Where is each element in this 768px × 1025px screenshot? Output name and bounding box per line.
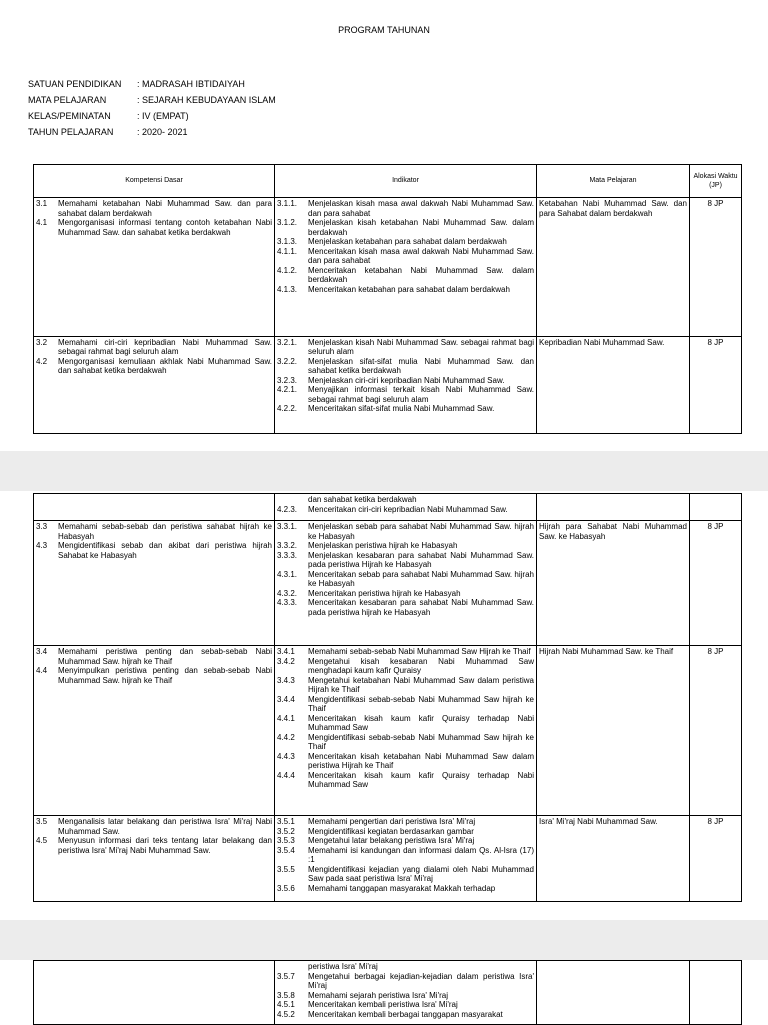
list-item — [277, 495, 534, 505]
list-item — [36, 338, 272, 357]
item-text: Mengetahui ketabahan Nabi Muhammad Saw dalam peristiwa Hijrah ke Thaif — [308, 675, 534, 694]
kompetensi-dasar-cell — [34, 646, 275, 816]
item-text: Mengorganisasi informasi tentang contoh ketabahan Nabi Muhammad Saw. dan sahabat ketika berdakwah — [58, 218, 272, 237]
item-text: Mengetahui berbagai kejadian-kejadian dalam peristiwa Isra' Mi'raj — [308, 971, 534, 990]
item-number: 3.5.2 — [277, 826, 295, 836]
list-item — [277, 199, 534, 218]
list-item — [277, 376, 534, 386]
item-number: 4.1 — [36, 218, 48, 227]
alokasi-waktu-cell: 8 JP — [690, 646, 742, 816]
list-item — [277, 551, 534, 570]
alokasi-waktu-cell: 8 JP — [690, 336, 742, 433]
item-text: Menjelaskan ciri-ciri kepribadian Nabi Muhammad Saw. — [308, 375, 505, 385]
item-text: Menceritakan kisah masa awal dakwah Nabi Muhammad Saw. dan para sahabat — [308, 246, 534, 265]
item-text: Menjelaskan kisah masa awal dakwah Nabi Muhammad Saw. dan para sahabat — [308, 199, 534, 218]
item-number: 3.5.6 — [277, 883, 295, 893]
item-number: 4.3.3. — [277, 598, 298, 607]
meta-row-kelas: KELAS/PEMINATAN : IV (EMPAT) — [28, 111, 189, 121]
list-item — [277, 714, 534, 733]
list-item — [277, 218, 534, 237]
item-text: Menceritakan ciri-ciri kepribadian Nabi Muhammad Saw. — [308, 504, 508, 514]
kompetensi-dasar-cell — [34, 494, 275, 521]
item-number: 4.1.3. — [277, 284, 298, 294]
item-number: 3.1 — [36, 199, 48, 208]
page-gap — [0, 451, 768, 491]
item-number: 3.5.8 — [277, 990, 295, 1000]
item-number: 3.4 — [36, 647, 48, 656]
item-number: 4.2.3. — [277, 504, 298, 514]
item-text: Menceritakan kembali peristiwa Isra' Mi'raj — [308, 1000, 458, 1009]
item-text: Menganalisis latar belakang dan peristiwa Isra' Mi'raj Nabi Muhammad Saw. — [58, 817, 272, 836]
list-item — [277, 266, 534, 285]
indikator-cell — [275, 336, 537, 433]
item-text: Mengetahui latar belakang peristiwa Isra' Mi'raj — [308, 836, 475, 845]
item-text: Menjelaskan kisah ketabahan Nabi Muhammad Saw. dalam berdakwah — [308, 218, 534, 237]
item-number: 3.3.1. — [277, 522, 298, 531]
list-item — [277, 357, 534, 376]
item-text: Memahami peristiwa penting dan sebab-sebab Nabi Muhammad Saw. hijrah ke Thaif — [58, 647, 272, 666]
item-number: 3.1.3. — [277, 237, 298, 246]
item-text: Menjelaskan sifat-sifat mulia Nabi Muhammad Saw. dan sahabat ketika berdakwah — [308, 356, 534, 376]
list-item — [277, 247, 534, 266]
item-number: 3.5.5 — [277, 864, 295, 874]
item-number: 3.5 — [36, 817, 48, 826]
item-number: 4.1.1. — [277, 246, 298, 256]
list-item — [36, 522, 272, 541]
item-text: dan sahabat ketika berdakwah — [308, 495, 417, 504]
list-item — [277, 505, 534, 515]
item-number: 3.5.3 — [277, 836, 295, 845]
item-number: 4.3 — [36, 541, 48, 550]
meta-row-satuan: SATUAN PENDIDIKAN : MADRASAH IBTIDAIYAH — [28, 79, 245, 89]
program-table-page1 — [33, 164, 742, 434]
item-text: Menceritakan kembali berbagai tanggapan masyarakat — [308, 1009, 503, 1019]
item-number: 4.3.2. — [277, 588, 298, 598]
list-item — [277, 598, 534, 617]
item-number: 3.2 — [36, 337, 48, 347]
item-number: 3.1.1. — [277, 199, 298, 208]
item-number: 4.4.3 — [277, 751, 295, 761]
item-number: 3.1.2. — [277, 218, 298, 227]
item-number: 4.4 — [36, 666, 48, 675]
item-text: Menceritakan kisah kaum kafir Quraisy terhadap Nabi Muhammad Saw — [308, 770, 534, 789]
document-title: PROGRAM TAHUNAN — [338, 25, 430, 35]
indikator-cell — [275, 816, 537, 902]
item-text: Mengidentifikasi kejadian yang dialami oleh Nabi Muhammad Saw pada saat peristiwa Isra' Mi'raj — [308, 864, 534, 883]
list-item — [277, 962, 534, 972]
program-table-page3 — [33, 960, 742, 1025]
alokasi-waktu-cell — [690, 494, 742, 521]
alokasi-waktu-cell: 8 JP — [690, 816, 742, 902]
list-item — [277, 733, 534, 752]
item-text: Menyimpulkan peristiwa penting dan sebab-sebab Nabi Muhammad Saw. hijrah ke Thaif — [58, 666, 272, 685]
list-item — [277, 1000, 534, 1010]
item-text: Menjelaskan peristiwa hijrah ke Habasyah — [308, 541, 458, 550]
indikator-cell — [275, 646, 537, 816]
list-item — [36, 218, 272, 237]
item-number: 4.3.1. — [277, 569, 298, 579]
mata-pelajaran-cell: Hijrah para Sahabat Nabi Muhammad Saw. ke Habasyah — [537, 521, 690, 646]
item-number: 3.4.2 — [277, 656, 295, 666]
mata-pelajaran-cell: Ketabahan Nabi Muhammad Saw. dan para Sahabat dalam berdakwah — [537, 198, 690, 337]
list-item — [277, 285, 534, 295]
list-item — [277, 522, 534, 541]
item-number: 4.4.2 — [277, 732, 295, 742]
item-number: 3.2.3. — [277, 375, 298, 385]
document-metadata — [28, 79, 276, 143]
item-text: Memahami sejarah peristiwa Isra' Mi'raj — [308, 990, 448, 1000]
header-mata-pelajaran: Mata Pelajaran — [537, 165, 690, 198]
item-number: 3.5.7 — [277, 971, 295, 981]
header-indikator: Indikator — [275, 165, 537, 198]
kompetensi-dasar-cell — [34, 521, 275, 646]
item-text: Mengetahui kisah kesabaran Nabi Muhammad Saw menghadapi kaum kafir Quraisy — [308, 656, 534, 675]
list-item — [277, 338, 534, 357]
item-text: Mengidentifikasi sebab-sebab Nabi Muhammad Saw hijrah ke Thaif — [308, 694, 534, 713]
table-row-continued — [34, 961, 742, 1025]
kompetensi-dasar-cell — [34, 198, 275, 337]
item-text: Menceritakan ketabahan Nabi Muhammad Saw. dalam berdakwah — [308, 265, 534, 284]
item-text: Memahami pengertian dari peristiwa Isra' Mi'raj — [308, 817, 476, 826]
list-item — [36, 357, 272, 376]
table-row — [34, 198, 742, 337]
item-text: Mengorganisasi kemuliaan akhlak Nabi Muhammad Saw. dan sahabat ketika berdakwah — [58, 356, 272, 376]
item-number — [277, 962, 308, 972]
list-item — [277, 827, 534, 837]
mata-pelajaran-cell — [537, 961, 690, 1025]
item-text: Memahami ciri-ciri kepribadian Nabi Muhammad Saw. sebagai rahmat bagi seluruh alam — [58, 337, 272, 357]
mata-pelajaran-cell: Isra' Mi'raj Nabi Muhammad Saw. — [537, 816, 690, 902]
program-table-page2 — [33, 493, 742, 902]
meta-row-mapel: MATA PELAJARAN : SEJARAH KEBUDAYAAN ISLAM — [28, 95, 276, 105]
item-number: 3.5.4 — [277, 845, 295, 855]
list-item — [277, 695, 534, 714]
list-item — [277, 991, 534, 1001]
list-item — [36, 666, 272, 685]
item-number: 3.4.4 — [277, 694, 295, 704]
list-item — [36, 541, 272, 560]
item-text: Mengidentifikasi kegiatan berdasarkan gambar — [308, 826, 474, 836]
kompetensi-dasar-cell — [34, 961, 275, 1025]
item-number: 3.4.3 — [277, 675, 295, 685]
table-row — [34, 816, 742, 902]
item-text: Menyusun informasi dari teks tentang latar belakang dan peristiwa Isra' Mi'raj Nabi Muhammad Saw. — [58, 836, 272, 855]
item-text: Menceritakan sebab para sahabat Nabi Muhammad Saw. hijrah ke Habasyah — [308, 569, 534, 588]
list-item — [277, 385, 534, 404]
list-item — [277, 972, 534, 991]
indikator-cell — [275, 961, 537, 1025]
list-item — [277, 570, 534, 589]
item-number: 4.2 — [36, 356, 48, 366]
item-number: 4.1.2. — [277, 265, 298, 275]
item-number: 3.3.3. — [277, 550, 298, 560]
kompetensi-dasar-cell — [34, 816, 275, 902]
list-item — [277, 237, 534, 247]
list-item — [277, 771, 534, 790]
list-item — [277, 589, 534, 599]
item-number: 4.4.1 — [277, 713, 295, 723]
list-item — [277, 752, 534, 771]
item-number: 4.5.2 — [277, 1009, 295, 1019]
list-item — [36, 199, 272, 218]
table-row — [34, 521, 742, 646]
list-item — [36, 817, 272, 836]
alokasi-waktu-cell: 8 JP — [690, 198, 742, 337]
item-number: 3.2.1. — [277, 337, 298, 347]
header-alokasi-waktu: Alokasi Waktu (JP) — [690, 165, 742, 198]
item-number: 4.2.1. — [277, 385, 298, 395]
item-number: 4.5.1 — [277, 1000, 295, 1009]
item-text: Menjelaskan sebab para sahabat Nabi Muhammad Saw. hijrah ke Habasyah — [308, 522, 534, 541]
list-item — [277, 836, 534, 846]
table-row — [34, 646, 742, 816]
mata-pelajaran-cell: Hijrah Nabi Muhammad Saw. ke Thaif — [537, 646, 690, 816]
item-text: Menceritakan peristiwa hijrah ke Habasyah — [308, 588, 461, 598]
item-text: Menjelaskan ketabahan para sahabat dalam berdakwah — [308, 237, 507, 246]
item-text: Menjelaskan kesabaran para sahabat Nabi Muhammad Saw. pada peristiwa Hijrah ke Habasyah — [308, 550, 534, 569]
mata-pelajaran-cell: Kepribadian Nabi Muhammad Saw. — [537, 336, 690, 433]
header-kompetensi-dasar: Kompetensi Dasar — [34, 165, 275, 198]
list-item — [277, 657, 534, 676]
kompetensi-dasar-cell — [34, 336, 275, 433]
item-text: Menceritakan sifat-sifat mulia Nabi Muhammad Saw. — [308, 404, 495, 414]
table-row — [34, 336, 742, 433]
item-text: Menjelaskan kisah Nabi Muhammad Saw. sebagai rahmat bagi seluruh alam — [308, 337, 534, 357]
item-text: Memahami isi kandungan dan informasi dalam Qs. Al-Isra (17) :1 — [308, 845, 534, 864]
list-item — [277, 846, 534, 865]
item-text: Menceritakan kisah ketabahan Nabi Muhammad Saw dalam peristiwa Hijrah ke Thaif — [308, 751, 534, 770]
list-item — [277, 884, 534, 894]
item-number: 4.2.2. — [277, 404, 298, 414]
list-item — [277, 647, 534, 657]
list-item — [277, 1010, 534, 1020]
list-item — [36, 836, 272, 855]
item-number — [277, 495, 308, 505]
item-number: 3.2.2. — [277, 356, 298, 366]
item-text: Memahami tanggapan masyarakat Makkah terhadap — [308, 883, 496, 893]
list-item — [36, 647, 272, 666]
item-number: 3.3 — [36, 522, 48, 531]
item-text: Menceritakan kisah kaum kafir Quraisy terhadap Nabi Muhammad Saw — [308, 713, 534, 732]
item-number: 3.3.2. — [277, 541, 298, 550]
indikator-cell — [275, 198, 537, 337]
alokasi-waktu-cell: 8 JP — [690, 521, 742, 646]
item-text: Mengidentifikasi sebab-sebab Nabi Muhammad Saw hijrah ke Thaif — [308, 732, 534, 751]
list-item — [277, 865, 534, 884]
indikator-cell — [275, 494, 537, 521]
list-item — [277, 541, 534, 551]
item-text: peristiwa Isra' Mi'raj — [308, 962, 378, 971]
item-text: Menceritakan kesabaran para sahabat Nabi Muhammad Saw. pada peristiwa hijrah ke Habasyah — [308, 598, 534, 617]
alokasi-waktu-cell — [690, 961, 742, 1025]
item-text: Memahami sebab-sebab dan peristiwa sahabat hijrah ke Habasyah — [58, 522, 272, 541]
list-item — [277, 676, 534, 695]
item-number: 3.4.1 — [277, 647, 295, 656]
mata-pelajaran-cell — [537, 494, 690, 521]
item-text: Memahami sebab-sebab Nabi Muhammad Saw Hijrah ke Thaif — [308, 647, 531, 656]
item-number: 4.4.4 — [277, 770, 295, 780]
meta-row-tahun: TAHUN PELAJARAN : 2020- 2021 — [28, 127, 188, 137]
indikator-cell — [275, 521, 537, 646]
item-text: Mengidentifikasi sebab dan akibat dari peristiwa hijrah Sahabat ke Habasyah — [58, 541, 272, 560]
item-number: 3.5.1 — [277, 817, 295, 826]
table-row-continued — [34, 494, 742, 521]
item-text: Menceritakan ketabahan para sahabat dalam berdakwah — [308, 284, 510, 294]
item-text: Memahami ketabahan Nabi Muhammad Saw. dan para sahabat dalam berdakwah — [58, 199, 272, 218]
item-number: 4.5 — [36, 836, 48, 845]
item-text: Menyajikan informasi terkait kisah Nabi Muhammad Saw. sebagai rahmat bagi seluruh alam — [308, 385, 534, 404]
list-item — [277, 817, 534, 827]
list-item — [277, 404, 534, 414]
page-gap — [0, 920, 768, 960]
